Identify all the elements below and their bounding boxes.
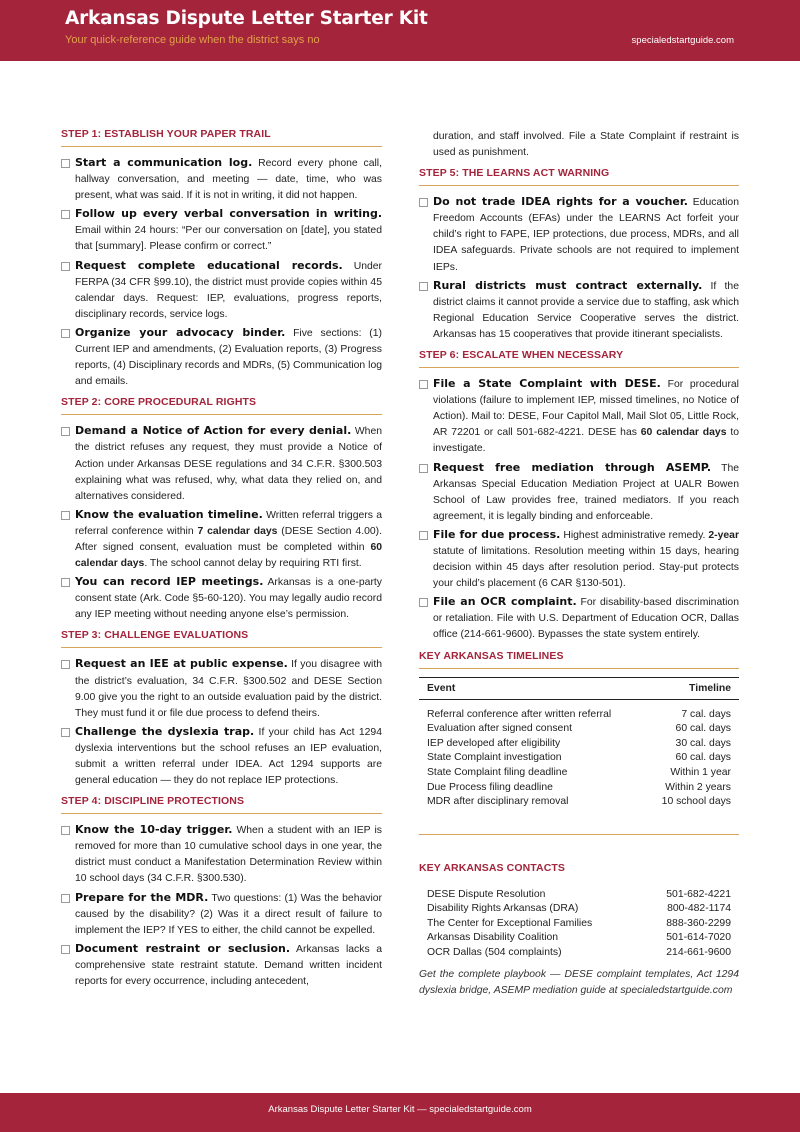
- page-title: Arkansas Dispute Letter Starter Kit: [65, 8, 428, 29]
- checkbox-icon[interactable]: [61, 262, 70, 271]
- checklist-item: Follow up every verbal conversation in writing. Email within 24 hours: “Per our conversation on [date], you stated that [summary]. Please confirm or correct.”: [61, 206, 382, 255]
- checkbox-icon[interactable]: [61, 728, 70, 737]
- checkbox-icon[interactable]: [61, 945, 70, 954]
- checklist-item: Request an IEE at public expense. If you disagree with the district’s evaluation, 34 C.F.R. §300.502 and DESE Section 9.00 give you the right to an outside evaluation paid by the district. They must fund it or file due process to defend theirs.: [61, 656, 382, 721]
- checkbox-icon[interactable]: [61, 210, 70, 219]
- section-heading: STEP 2: CORE PROCEDURAL RIGHTS: [61, 396, 382, 415]
- table-row: IEP developed after eligibility 30 cal. days: [427, 737, 731, 749]
- checkbox-icon[interactable]: [419, 598, 428, 607]
- section-heading: KEY ARKANSAS CONTACTS: [419, 861, 565, 874]
- checkbox-icon[interactable]: [419, 282, 428, 291]
- checkbox-icon[interactable]: [61, 511, 70, 520]
- checklist-item: Know the 10-day trigger. When a student with an IEP is removed for more than 10 cumulative school days in one year, the district must conduct a Manifestation Determination Review within 10 school days (34 C.F.R. §300.530).: [61, 822, 382, 887]
- column-header-event: Event: [419, 677, 643, 699]
- continued-text: duration, and staff involved. File a State Complaint if restraint is used as punishment.: [433, 131, 739, 159]
- table-row: State Complaint filing deadline Within 1 year: [427, 766, 731, 778]
- checklist-item: File a State Complaint with DESE. For procedural violations (failure to implement IEP, missed timelines, no Notice of Action). Mail to: DESE, Four Capitol Mall, Mail Slot 05, Little Rock, AR 72201 or call 501-682-4221. DESE has 60 calendar days to investigate.: [419, 376, 739, 457]
- checkbox-icon[interactable]: [61, 660, 70, 669]
- checkbox-icon[interactable]: [419, 380, 428, 389]
- checklist-item: Organize your advocacy binder. Five sections: (1) Current IEP and amendments, (2) Evaluation reports, (3) Progress reports, (4) Disciplinary records and MDRs, (5) Communication log and emails.: [61, 325, 382, 390]
- divider: [419, 834, 739, 835]
- table-row: Arkansas Disability Coalition 501-614-7020: [427, 932, 731, 944]
- section-heading: STEP 5: THE LEARNS ACT WARNING: [419, 167, 739, 186]
- section-heading: STEP 1: ESTABLISH YOUR PAPER TRAIL: [61, 128, 382, 147]
- checklist-item: File for due process. Highest administrative remedy. 2-year statute of limitations. Resolution meeting within 15 days, hearing decision within 45 days after resolution period. Stay-put protects your child’s placement (6 CAR §130-501).: [419, 527, 739, 592]
- left-column: [61, 128, 382, 992]
- checkbox-icon[interactable]: [61, 159, 70, 168]
- table-row: Due Process filing deadline Within 2 years: [427, 781, 731, 793]
- section-heading: STEP 4: DISCIPLINE PROTECTIONS: [61, 795, 382, 814]
- checklist-item: Do not trade IDEA rights for a voucher. Education Freedom Accounts (EFAs) under the LEARNS Act forfeit your child’s right to FAPE, IEP protections, due process, MDRs, and all IDEA safeguards. Private schools are not required to implement IEPs.: [419, 194, 739, 275]
- table-row: State Complaint investigation 60 cal. days: [427, 752, 731, 764]
- table-row: Disability Rights Arkansas (DRA) 800-482-1174: [427, 903, 731, 915]
- header-site-link[interactable]: specialedstartguide.com: [631, 35, 734, 46]
- checklist-item: Request free mediation through ASEMP. The Arkansas Special Education Mediation Project at UALR Bowen School of Law provides free, trained mediators. If you reach agreement, it is legally binding and enforceable.: [419, 460, 739, 525]
- checklist-item: Document restraint or seclusion. Arkansas lacks a comprehensive state restraint statute. Demand written incident reports for every occurrence, including antecedent,: [61, 941, 382, 990]
- checklist-item: File an OCR complaint. For disability-based discrimination or retaliation. File with U.S. Department of Education OCR, Dallas office (214-661-9600). Bypasses the state system entirely.: [419, 594, 739, 643]
- table-row: MDR after disciplinary removal 10 school days: [427, 796, 731, 808]
- checkbox-icon[interactable]: [61, 427, 70, 436]
- page-header: [0, 0, 800, 61]
- promo-text: Get the complete playbook — DESE complaint templates, Act 1294 dyslexia bridge, ASEMP mediation guide at specialedstartguide.com: [419, 968, 739, 996]
- table-row: DESE Dispute Resolution 501-682-4221: [427, 888, 731, 900]
- section-heading: STEP 6: ESCALATE WHEN NECESSARY: [419, 349, 739, 368]
- checklist-item: Prepare for the MDR. Two questions: (1) Was the behavior caused by the disability? (2) Was it a direct result of failure to implement the IEP? If YES to either, the child cannot be expelled.: [61, 890, 382, 939]
- section-heading: KEY ARKANSAS TIMELINES: [419, 650, 739, 669]
- page-footer: Arkansas Dispute Letter Starter Kit — specialedstartguide.com: [0, 1093, 800, 1132]
- checkbox-icon[interactable]: [61, 826, 70, 835]
- checklist-item: Know the evaluation timeline. Written referral triggers a referral conference within 7 calendar days (DESE Section 4.00). After signed consent, evaluation must be completed within 60 calendar days. The school cannot delay by requiring RTI first.: [61, 507, 382, 572]
- table-row: Referral conference after written referral 7 cal. days: [427, 708, 731, 720]
- table-row: The Center for Exceptional Families 888-360-2299: [427, 917, 731, 929]
- checkbox-icon[interactable]: [61, 329, 70, 338]
- checklist-item: You can record IEP meetings. Arkansas is a one-party consent state (Ark. Code §5-60-120). You may legally audio record any IEP meeting without needing anyone else’s permission.: [61, 574, 382, 623]
- page-subtitle: Your quick-reference guide when the district says no: [65, 34, 320, 46]
- section-heading: STEP 3: CHALLENGE EVALUATIONS: [61, 629, 382, 648]
- checkbox-icon[interactable]: [61, 578, 70, 587]
- timelines-table: [419, 677, 739, 816]
- column-header-timeline: Timeline: [643, 677, 739, 699]
- checklist-item: Demand a Notice of Action for every denial. When the district refuses any request, they must provide a Notice of Action under Arkansas DESE regulations and 34 C.F.R. §300.503 explaining what was refused, why, what data they relied on, and alternatives considered.: [61, 423, 382, 504]
- checklist-item: Request complete educational records. Under FERPA (34 CFR §99.10), the district must provide copies within 45 calendar days. Request: IEP, evaluations, progress reports, disciplinary records, service logs.: [61, 258, 382, 323]
- right-column: [419, 129, 739, 999]
- checklist-item: Rural districts must contract externally. If the district claims it cannot provide a service due to staffing, ask which Regional Education Service Cooperative serves the district. Arkansas has 15 cooperatives that provide itinerant specialists.: [419, 278, 739, 343]
- checkbox-icon[interactable]: [419, 464, 428, 473]
- table-row: Evaluation after signed consent 60 cal. days: [427, 723, 731, 735]
- checklist-item: Challenge the dyslexia trap. If your child has Act 1294 dyslexia interventions but the school refuses an IEP evaluation, submit a written referral under IDEA. Act 1294 supports are general education — they do not replace IEP protections.: [61, 724, 382, 789]
- checklist-item: Start a communication log. Record every phone call, hallway conversation, and meeting — date, time, who was present, what was said. If it is not in writing, it did not happen.: [61, 155, 382, 204]
- checkbox-icon[interactable]: [419, 198, 428, 207]
- checkbox-icon[interactable]: [61, 894, 70, 903]
- table-row: OCR Dallas (504 complaints) 214-661-9600: [427, 947, 731, 959]
- contacts-table: [419, 888, 739, 961]
- checkbox-icon[interactable]: [419, 531, 428, 540]
